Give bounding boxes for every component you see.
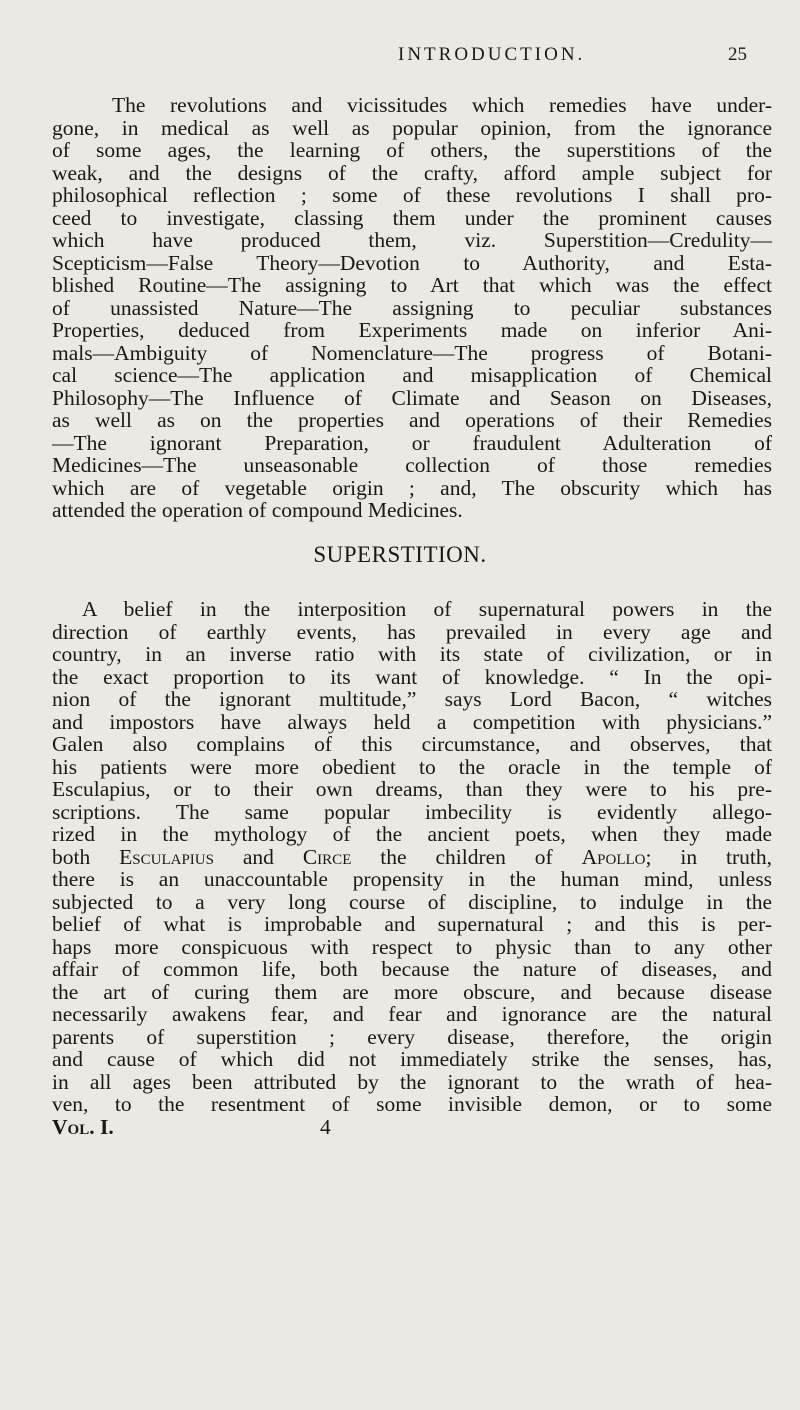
body-line: and impostors have always held a competition with physicians.” xyxy=(52,709,772,734)
body-line: haps more conspicuous with respect to physic than to any other xyxy=(52,934,772,959)
body-line: the art of curing them are more obscure, and because disease xyxy=(52,979,772,1004)
intro-line: mals—Ambiguity of Nomenclature—The progress of Botani- xyxy=(52,340,772,365)
intro-line: weak, and the designs of the crafty, afford ample subject for xyxy=(52,160,772,185)
body-line: there is an unaccountable propensity in the human mind, unless xyxy=(52,867,772,891)
signature-mark: 4 xyxy=(320,1114,331,1139)
body-line: A belief in the interposition of supernatural powers in the xyxy=(82,597,772,621)
body-line: rized in the mythology of the ancient poets, when they made xyxy=(52,822,772,846)
body-line: his patients were more obedient to the oracle in the temple of xyxy=(52,754,772,779)
intro-line-last: attended the operation of compound Medicines. xyxy=(52,498,463,522)
intro-line: gone, in medical as well as popular opinion, from the ignorance xyxy=(52,115,772,140)
body-line: and cause of which did not immediately strike the senses, has, xyxy=(52,1047,772,1071)
body-line: in all ages been attributed by the ignorant to the wrath of hea- xyxy=(52,1069,772,1094)
body-line: affair of common life, both because the nature of diseases, and xyxy=(52,957,772,981)
name-esculapius: Esculapius xyxy=(119,844,214,869)
body-line: belief of what is improbable and supernatural ; and this is per- xyxy=(52,912,772,936)
body-line: scriptions. The same popular imbecility is evidently allego- xyxy=(52,799,772,824)
body-line: subjected to a very long course of discipline, to indulge in the xyxy=(52,889,772,914)
intro-line: of unassisted Nature—The assigning to peculiar substances xyxy=(52,295,772,320)
body-line: nion of the ignorant multitude,” says Lord Bacon, “ witches xyxy=(52,687,772,711)
intro-line: —The ignorant Preparation, or fraudulent Adulteration of xyxy=(52,430,772,455)
intro-line: cal science—The application and misapplication of Chemical xyxy=(52,363,772,387)
body-line-mythology xyxy=(52,846,772,868)
body-line: the exact proportion to its want of knowledge. “ In the opi- xyxy=(52,664,772,689)
intro-line: ceed to investigate, classing them under the prominent causes xyxy=(52,205,772,230)
body-line: direction of earthly events, has prevailed in every age and xyxy=(52,619,772,644)
intro-line: philosophical reflection ; some of these revolutions I shall pro- xyxy=(52,183,772,207)
page-number: 25 xyxy=(728,44,747,65)
running-head-title: INTRODUCTION. xyxy=(398,44,586,65)
name-apollo: Apollo xyxy=(581,844,646,869)
intro-line: Scepticism—False Theory—Devotion to Authority, and Esta- xyxy=(52,250,772,275)
intro-line: as well as on the properties and operations of their Remedies xyxy=(52,408,772,432)
text-run: and xyxy=(213,844,303,869)
intro-line: The revolutions and vicissitudes which remedies have under- xyxy=(112,93,772,117)
page-footer xyxy=(52,1114,331,1139)
intro-line: Philosophy—The Influence of Climate and Season on Diseases, xyxy=(52,385,772,410)
intro-line: blished Routine—The assigning to Art that which was the effect xyxy=(52,273,772,297)
intro-line: Properties, deduced from Experiments made on inferior Ani- xyxy=(52,318,772,342)
text-run: the children of xyxy=(351,844,582,869)
name-circe: Circe xyxy=(302,844,352,869)
body-line: Esculapius, or to their own dreams, than they were to his pre- xyxy=(52,777,772,801)
intro-line: Medicines—The unseasonable collection of those remedies xyxy=(52,453,772,477)
text-run: both xyxy=(52,844,120,869)
intro-line: of some ages, the learning of others, the superstitions of the xyxy=(52,138,772,162)
body-line: necessarily awakens fear, and fear and ignorance are the natural xyxy=(52,1002,772,1026)
body-line: Galen also complains of this circumstance, and observes, that xyxy=(52,732,772,756)
text-run: ; in truth, xyxy=(645,844,772,869)
intro-line: which have produced them, viz. Superstition—Credulity— xyxy=(52,228,772,252)
body-line: country, in an inverse ratio with its state of civilization, or in xyxy=(52,642,772,666)
volume-label: Vol. I. xyxy=(52,1114,114,1139)
body-line: parents of superstition ; every disease, therefore, the origin xyxy=(52,1024,772,1049)
running-head xyxy=(0,40,800,74)
body-line: ven, to the resentment of some invisible demon, or to some xyxy=(52,1092,772,1116)
intro-line: which are of vegetable origin ; and, The obscurity which has xyxy=(52,475,772,500)
section-heading: SUPERSTITION. xyxy=(313,542,487,567)
